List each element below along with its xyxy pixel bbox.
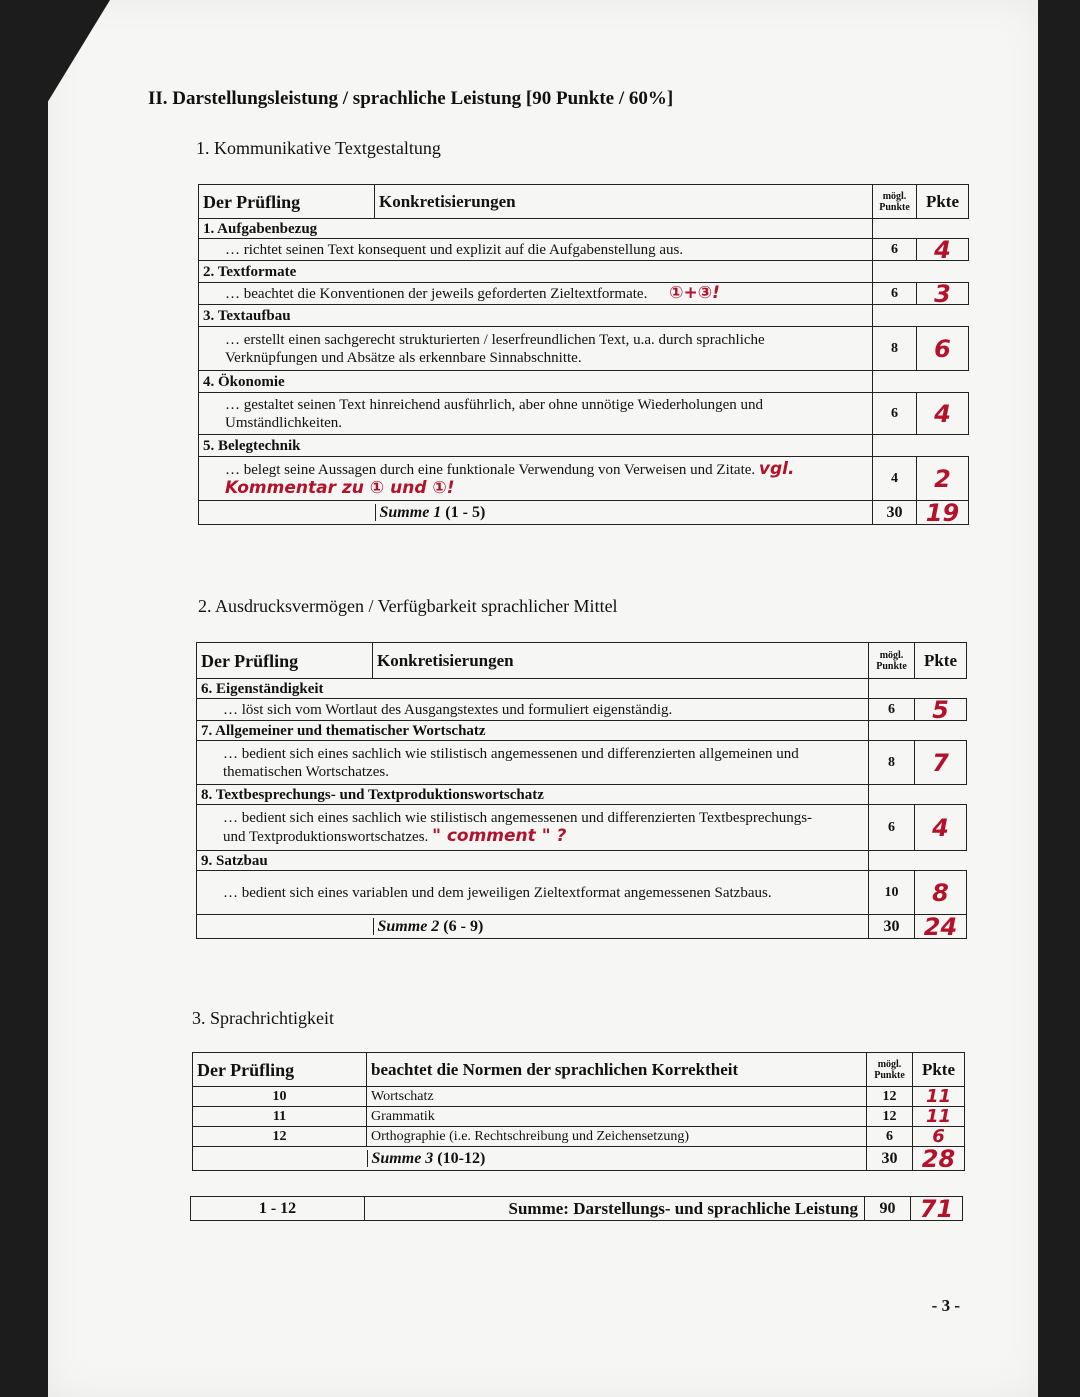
- header-pkte: Pkte: [913, 1053, 965, 1087]
- page-heading: II. Darstellungsleistung / sprachliche Leistung [90 Punkte / 60%]: [148, 88, 674, 109]
- header-moegl: mögl. Punkte: [869, 643, 915, 679]
- table-row: [197, 805, 967, 851]
- sum-label: Summe 3 (10-12): [367, 1147, 867, 1171]
- awarded-points: 4: [917, 393, 969, 435]
- section1-table: [198, 184, 969, 525]
- awarded-points: 2: [917, 457, 969, 501]
- section3-table: [192, 1052, 965, 1171]
- table-row: [197, 871, 967, 915]
- criterion-desc: Orthographie (i.e. Rechtschreibung und Zeichensetzung): [367, 1127, 867, 1147]
- awarded-points: 3: [917, 283, 969, 305]
- sum-max: 30: [869, 915, 915, 939]
- max-points: 6: [869, 699, 915, 721]
- teacher-note: ①+③!: [669, 283, 720, 303]
- max-points: 6: [873, 283, 917, 305]
- header-pruefling: Der Prüfling: [197, 643, 373, 679]
- criterion-title: 4. Ökonomie: [199, 371, 873, 393]
- max-points: 6: [873, 393, 917, 435]
- criterion-desc: … beachtet die Konventionen der jeweils geforderten Zieltextformate. ①+③!: [199, 283, 873, 305]
- header-pruefling: Der Prüfling: [193, 1053, 367, 1087]
- awarded-points: 6: [913, 1127, 965, 1147]
- criterion-title: 3. Textaufbau: [199, 305, 873, 327]
- awarded-points: 5: [915, 699, 967, 721]
- awarded-points: 4: [915, 805, 967, 851]
- awarded-points: 4: [917, 239, 969, 261]
- section1-title: 1. Kommunikative Textgestaltung: [196, 138, 441, 158]
- total-range: 1 - 12: [191, 1197, 365, 1221]
- criterion-desc: … gestaltet seinen Text hinreichend ausführlich, aber ohne unnötige Wiederholungen und Umständlichkeiten.: [199, 393, 873, 435]
- criterion-desc: … bedient sich eines sachlich wie stilistisch angemessenen und differenzierten allgemeinen und thematischen Wortschatzes.: [197, 741, 869, 785]
- table-row: [199, 283, 969, 305]
- total-max: 90: [865, 1197, 911, 1221]
- criterion-title: 6. Eigenständigkeit: [197, 679, 869, 699]
- max-points: 12: [867, 1107, 913, 1127]
- teacher-note: vgl. Kommentar zu ① und ①!: [225, 458, 795, 498]
- max-points: 4: [873, 457, 917, 501]
- criterion-desc: … bedient sich eines sachlich wie stilistisch angemessenen und differenzierten Textbesprechungs- und Textproduktionswortschatzes. " comment " ?: [197, 805, 869, 851]
- header-pkte: Pkte: [915, 643, 967, 679]
- criterion-desc: … belegt seine Aussagen durch eine funktionale Verwendung von Verweisen und Zitate. vgl. Kommentar zu ① und ①!: [199, 457, 873, 501]
- max-points: 12: [867, 1087, 913, 1107]
- sum-label: Summe 1 (1 - 5): [375, 501, 873, 525]
- criterion-desc: … richtet seinen Text konsequent und explizit auf die Aufgabenstellung aus.: [199, 239, 873, 261]
- max-points: 6: [873, 239, 917, 261]
- table-row: [199, 239, 969, 261]
- max-points: 8: [873, 327, 917, 371]
- header-normen: beachtet die Normen der sprachlichen Korrektheit: [367, 1053, 867, 1087]
- max-points: 8: [869, 741, 915, 785]
- table-row: [193, 1127, 965, 1147]
- sum-score: 19: [917, 501, 969, 525]
- criterion-number: 11: [193, 1107, 367, 1127]
- total-row: [191, 1197, 963, 1221]
- table-row: [199, 327, 969, 371]
- header-konkret: Konkretisierungen: [373, 643, 869, 679]
- total-label: Summe: Darstellungs- und sprachliche Leistung: [365, 1197, 865, 1221]
- criterion-desc: … erstellt einen sachgerecht strukturierten / leserfreundlichen Text, u.a. durch sprachliche Verknüpfungen und Absätze als erkennbare Sinnabschnitte.: [199, 327, 873, 371]
- sum-row: [197, 915, 967, 939]
- header-konkret: Konkretisierungen: [375, 185, 873, 219]
- header-pkte: Pkte: [917, 185, 969, 219]
- criterion-title: 5. Belegtechnik: [199, 435, 873, 457]
- sum-row: [199, 501, 969, 525]
- sum-score: 28: [913, 1147, 965, 1171]
- header-pruefling: Der Prüfling: [199, 185, 375, 219]
- sum-max: 30: [867, 1147, 913, 1171]
- max-points: 10: [869, 871, 915, 915]
- table-row: [197, 699, 967, 721]
- total-table: [190, 1196, 963, 1221]
- section3-title: 3. Sprachrichtigkeit: [192, 1008, 334, 1028]
- criterion-desc: … löst sich vom Wortlaut des Ausgangstextes und formuliert eigenständig.: [197, 699, 869, 721]
- page-number: - 3 -: [931, 1296, 960, 1315]
- max-points: 6: [869, 805, 915, 851]
- table-row: [193, 1087, 965, 1107]
- table-row: [193, 1107, 965, 1127]
- sum-label: Summe 2 (6 - 9): [373, 915, 869, 939]
- header-moegl: mögl. Punkte: [867, 1053, 913, 1087]
- table-row: [199, 457, 969, 501]
- table-row: [197, 741, 967, 785]
- sum-row: [193, 1147, 965, 1171]
- max-points: 6: [867, 1127, 913, 1147]
- header-moegl: mögl. Punkte: [873, 185, 917, 219]
- table-header: [193, 1053, 965, 1087]
- teacher-note: " comment " ?: [432, 826, 567, 846]
- table-header: [197, 643, 967, 679]
- table-row: [199, 393, 969, 435]
- criterion-title: 7. Allgemeiner und thematischer Wortschatz: [197, 721, 869, 741]
- awarded-points: 8: [915, 871, 967, 915]
- awarded-points: 7: [915, 741, 967, 785]
- criterion-number: 12: [193, 1127, 367, 1147]
- criterion-desc: … bedient sich eines variablen und dem jeweiligen Zieltextformat angemessenen Satzbaus.: [197, 871, 869, 915]
- criterion-desc: Wortschatz: [367, 1087, 867, 1107]
- criterion-title: 9. Satzbau: [197, 851, 869, 871]
- section2-table: [196, 642, 967, 939]
- criterion-title: 8. Textbesprechungs- und Textproduktionswortschatz: [197, 785, 869, 805]
- section2-title: 2. Ausdrucksvermögen / Verfügbarkeit sprachlicher Mittel: [198, 596, 618, 616]
- criterion-number: 10: [193, 1087, 367, 1107]
- awarded-points: 11: [913, 1107, 965, 1127]
- sum-max: 30: [873, 501, 917, 525]
- criterion-title: 1. Aufgabenbezug: [199, 219, 873, 239]
- total-score: 71: [911, 1197, 963, 1221]
- scan-corner: [0, 0, 110, 180]
- table-header: [199, 185, 969, 219]
- sum-score: 24: [915, 915, 967, 939]
- criterion-title: 2. Textformate: [199, 261, 873, 283]
- awarded-points: 6: [917, 327, 969, 371]
- awarded-points: 11: [913, 1087, 965, 1107]
- criterion-desc: Grammatik: [367, 1107, 867, 1127]
